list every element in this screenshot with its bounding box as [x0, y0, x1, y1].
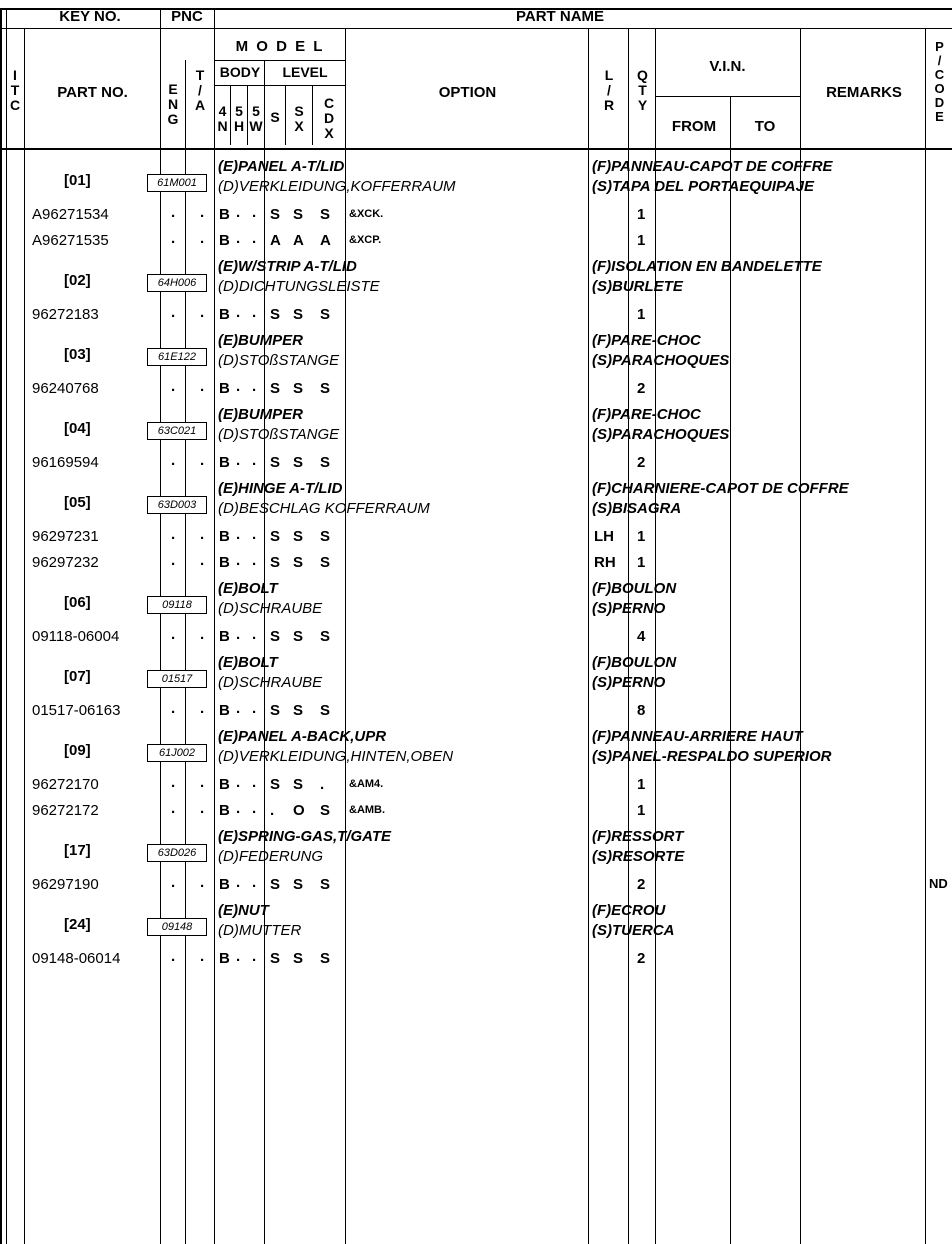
col-line-body-level [264, 60, 265, 1244]
body-dot: . [236, 874, 241, 891]
part-name-english: (E)BOLT [218, 654, 278, 671]
key-no: [04] [64, 420, 91, 437]
body-dot: . [252, 452, 257, 469]
option-code: &XCK. [349, 208, 384, 220]
pcode-header: P / C O D E [934, 39, 945, 124]
col-line-partno [160, 8, 161, 1244]
part-name-english: (E)BUMPER [218, 406, 303, 423]
level-cdx: A [320, 232, 331, 249]
body-code: B [219, 554, 230, 571]
eng-dot: . [171, 700, 176, 717]
part-name-header: PART NAME [515, 8, 605, 25]
ta-dot: . [200, 874, 205, 891]
header-bottom-border [0, 148, 952, 150]
part-name-spanish: (S)PERNO [592, 600, 666, 617]
eng-dot: . [171, 774, 176, 791]
ta-dot: . [200, 452, 205, 469]
part-number[interactable]: 01517-06163 [32, 702, 121, 719]
qty-value: 2 [637, 380, 646, 397]
eng-dot: . [171, 552, 176, 569]
level-s: S [270, 950, 281, 967]
body-dot: . [236, 700, 241, 717]
level-s: A [270, 232, 281, 249]
part-name-german: (D)STOßSTANGE [218, 352, 340, 369]
part-name-german: (D)MUTTER [218, 922, 302, 939]
qty-value: 2 [637, 876, 646, 893]
model-divider [214, 60, 345, 61]
ta-dot: . [200, 948, 205, 965]
level-cdx: S [320, 802, 331, 819]
eng-dot: . [171, 230, 176, 247]
ta-dot: . [200, 700, 205, 717]
part-name-spanish: (S)TUERCA [592, 922, 675, 939]
part-name-english: (E)PANEL A-T/LID [218, 158, 345, 175]
part-number[interactable]: 96297190 [32, 876, 99, 893]
qty-value: 1 [637, 802, 646, 819]
eng-dot: . [171, 304, 176, 321]
part-name-english: (E)SPRING-GAS,T/GATE [218, 828, 392, 845]
part-name-german: (D)VERKLEIDUNG,HINTEN,OBEN [218, 748, 454, 765]
eng-dot: . [171, 378, 176, 395]
key-no: [03] [64, 346, 91, 363]
body-dot: . [252, 700, 257, 717]
level-s: . [270, 802, 275, 819]
part-number[interactable]: 96169594 [32, 454, 99, 471]
part-name-french: (F)PANNEAU-ARRIERE HAUT [592, 728, 803, 745]
key-no: [06] [64, 594, 91, 611]
level-s: S [270, 554, 281, 571]
level-cdx: S [320, 554, 331, 571]
level-sx: S [293, 950, 304, 967]
lr-value: RH [594, 554, 616, 571]
body-col-5w: 5 W [249, 103, 263, 134]
body-dot: . [236, 230, 241, 247]
body-dot: . [252, 204, 257, 221]
level-sx: A [293, 232, 304, 249]
part-name-english: (E)NUT [218, 902, 269, 919]
body-header: BODY [219, 64, 261, 80]
ta-dot: . [200, 304, 205, 321]
pnc-code: 01517 [147, 670, 207, 688]
part-name-spanish: (S)BURLETE [592, 278, 683, 295]
qty-value: 1 [637, 206, 646, 223]
eng-dot: . [171, 948, 176, 965]
pcode-value: ND [929, 876, 948, 891]
body-dot: . [252, 526, 257, 543]
pnc-header: PNC [171, 8, 203, 25]
ta-header: T / A [194, 67, 206, 113]
qty-value: 1 [637, 306, 646, 323]
body-dot: . [236, 774, 241, 791]
body-dot: . [252, 948, 257, 965]
body-dot: . [252, 774, 257, 791]
level-col-cdx: C D X [323, 95, 335, 141]
col-line-vin-from [655, 28, 656, 1244]
pnc-code: 64H006 [147, 274, 207, 292]
level-sx: S [293, 306, 304, 323]
part-number[interactable]: 96240768 [32, 380, 99, 397]
qty-value: 1 [637, 528, 646, 545]
pnc-code: 63C021 [147, 422, 207, 440]
level-sx: S [293, 702, 304, 719]
title-row-divider [0, 28, 952, 29]
option-header: OPTION [438, 84, 497, 101]
part-name-english: (E)HINGE A-T/LID [218, 480, 343, 497]
part-number[interactable]: 96297231 [32, 528, 99, 545]
body-dot: . [236, 948, 241, 965]
col-line-eng [185, 60, 186, 1244]
part-name-spanish: (S)PARACHOQUES [592, 426, 730, 443]
vin-from-header: FROM [671, 118, 717, 135]
level-col-s: S [270, 109, 280, 125]
body-code: B [219, 876, 230, 893]
qty-value: 1 [637, 554, 646, 571]
key-no-header: KEY NO. [59, 8, 121, 25]
level-cdx: S [320, 876, 331, 893]
body-code: B [219, 232, 230, 249]
level-sx: S [293, 628, 304, 645]
part-name-french: (F)ISOLATION EN BANDELETTE [592, 258, 822, 275]
body-code: B [219, 702, 230, 719]
level-col-sx: S X [294, 103, 304, 134]
body-dot: . [236, 304, 241, 321]
qty-value: 4 [637, 628, 646, 645]
level-s: S [270, 876, 281, 893]
level-sx: S [293, 776, 304, 793]
part-name-german: (D)BESCHLAG KOFFERRAUM [218, 500, 430, 517]
level-cdx: S [320, 950, 331, 967]
col-line-model-left [214, 8, 215, 1244]
body-dot: . [236, 626, 241, 643]
body-dot: . [252, 626, 257, 643]
col-line-pcode [925, 28, 926, 1244]
eng-dot: . [171, 204, 176, 221]
part-name-spanish: (S)PARACHOQUES [592, 352, 730, 369]
key-no: [02] [64, 272, 91, 289]
level-s: S [270, 776, 281, 793]
level-header: LEVEL [282, 64, 328, 80]
level-sx: O [293, 802, 305, 819]
key-no: [24] [64, 916, 91, 933]
eng-dot: . [171, 800, 176, 817]
body-dot: . [252, 304, 257, 321]
col-line-qty [628, 28, 629, 1244]
level-sx: S [293, 554, 304, 571]
part-number[interactable]: A96271535 [32, 232, 109, 249]
body-dot: . [252, 230, 257, 247]
level-cdx: S [320, 306, 331, 323]
pnc-code: 09118 [147, 596, 207, 614]
level-s: S [270, 702, 281, 719]
ta-dot: . [200, 626, 205, 643]
qty-header: Q T Y [637, 67, 648, 113]
level-sx: S [293, 380, 304, 397]
left-inner-border [6, 8, 7, 1244]
part-name-spanish: (S)PERNO [592, 674, 666, 691]
level-s: S [270, 306, 281, 323]
vin-header: V.I.N. [709, 58, 746, 75]
part-name-spanish: (S)RESORTE [592, 848, 685, 865]
part-name-french: (F)RESSORT [592, 828, 684, 845]
part-name-german: (D)SCHRAUBE [218, 674, 323, 691]
level-cdx: S [320, 702, 331, 719]
body-dot: . [236, 800, 241, 817]
qty-value: 2 [637, 454, 646, 471]
pnc-code: 61E122 [147, 348, 207, 366]
pnc-code: 61M001 [147, 174, 207, 192]
part-number[interactable]: 96297232 [32, 554, 99, 571]
qty-value: 1 [637, 776, 646, 793]
body-dot: . [236, 552, 241, 569]
ta-dot: . [200, 526, 205, 543]
body-code: B [219, 802, 230, 819]
ta-dot: . [200, 774, 205, 791]
part-number[interactable]: A96271534 [32, 206, 109, 223]
level-sx: S [293, 876, 304, 893]
level-s: S [270, 454, 281, 471]
pnc-code: 63D003 [147, 496, 207, 514]
lr-header: L / R [603, 67, 615, 113]
body-code: B [219, 380, 230, 397]
part-name-english: (E)W/STRIP A-T/LID [218, 258, 357, 275]
key-no: [05] [64, 494, 91, 511]
part-name-german: (D)DICHTUNGSLEISTE [218, 278, 380, 295]
pnc-code: 61J002 [147, 744, 207, 762]
part-name-german: (D)FEDERUNG [218, 848, 323, 865]
eng-dot: . [171, 526, 176, 543]
body-dot: . [236, 526, 241, 543]
lr-value: LH [594, 528, 614, 545]
body-col-5h: 5 H [233, 103, 245, 134]
part-name-spanish: (S)TAPA DEL PORTAEQUIPAJE [592, 178, 814, 195]
part-number[interactable]: 96272170 [32, 776, 99, 793]
level-cdx: . [320, 776, 325, 793]
key-no: [09] [64, 742, 91, 759]
option-code: &AM4. [349, 778, 384, 790]
body-level-divider [214, 85, 345, 86]
body-dot: . [236, 378, 241, 395]
body-code: B [219, 950, 230, 967]
pnc-code: 09148 [147, 918, 207, 936]
option-code: &AMB. [349, 804, 386, 816]
vin-to-header: TO [754, 118, 776, 135]
part-name-german: (D)SCHRAUBE [218, 600, 323, 617]
body-dot: . [236, 204, 241, 221]
level-cdx: S [320, 454, 331, 471]
part-name-french: (F)BOULON [592, 654, 677, 671]
left-border [0, 8, 2, 1244]
body-code: B [219, 206, 230, 223]
part-name-french: (F)PANNEAU-CAPOT DE COFFRE [592, 158, 833, 175]
col-line-remarks [800, 28, 801, 1244]
vin-divider [655, 96, 800, 97]
part-name-german: (D)VERKLEIDUNG,KOFFERRAUM [218, 178, 456, 195]
ta-dot: . [200, 800, 205, 817]
ta-dot: . [200, 552, 205, 569]
col-line-lr [588, 28, 589, 1244]
part-name-german: (D)STOßSTANGE [218, 426, 340, 443]
ta-dot: . [200, 230, 205, 247]
ta-dot: . [200, 204, 205, 221]
part-name-spanish: (S)PANEL-RESPALDO SUPERIOR [592, 748, 832, 765]
part-number[interactable]: 09118-06004 [32, 628, 120, 645]
body-dot: . [252, 800, 257, 817]
body-dot: . [236, 452, 241, 469]
body-code: B [219, 628, 230, 645]
itc-header: I T C [9, 67, 21, 113]
part-number[interactable]: 96272172 [32, 802, 99, 819]
pnc-code: 63D026 [147, 844, 207, 862]
body-code: B [219, 454, 230, 471]
level-cdx: S [320, 206, 331, 223]
level-s: S [270, 628, 281, 645]
body-col-4n: 4 N [217, 103, 228, 134]
level-cdx: S [320, 628, 331, 645]
part-name-english: (E)PANEL A-BACK,UPR [218, 728, 387, 745]
part-name-english: (E)BOLT [218, 580, 278, 597]
eng-dot: . [171, 626, 176, 643]
body-code: B [219, 306, 230, 323]
key-no: [01] [64, 172, 91, 189]
part-name-french: (F)CHARNIERE-CAPOT DE COFFRE [592, 480, 849, 497]
part-name-spanish: (S)BISAGRA [592, 500, 682, 517]
qty-value: 2 [637, 950, 646, 967]
part-name-english: (E)BUMPER [218, 332, 303, 349]
remarks-header: REMARKS [826, 84, 902, 101]
option-code: &XCP. [349, 234, 382, 246]
part-name-french: (F)ECROU [592, 902, 666, 919]
body-dot: . [252, 874, 257, 891]
body-dot: . [252, 378, 257, 395]
level-s: S [270, 206, 281, 223]
part-number[interactable]: 09148-06014 [32, 950, 121, 967]
body-dot: . [252, 552, 257, 569]
level-s: S [270, 528, 281, 545]
eng-dot: . [171, 452, 176, 469]
qty-value: 1 [637, 232, 646, 249]
level-s: S [270, 380, 281, 397]
level-cdx: S [320, 380, 331, 397]
part-number[interactable]: 96272183 [32, 306, 99, 323]
key-no: [07] [64, 668, 91, 685]
col-line-itc [24, 28, 25, 1244]
body-code: B [219, 528, 230, 545]
level-sx: S [293, 206, 304, 223]
part-name-french: (F)BOULON [592, 580, 677, 597]
part-no-header: PART NO. [57, 84, 128, 101]
qty-value: 8 [637, 702, 646, 719]
eng-header: E N G [167, 81, 179, 127]
eng-dot: . [171, 874, 176, 891]
key-no: [17] [64, 842, 91, 859]
level-cdx: S [320, 528, 331, 545]
part-name-french: (F)PARE-CHOC [592, 332, 701, 349]
part-name-french: (F)PARE-CHOC [592, 406, 701, 423]
ta-dot: . [200, 378, 205, 395]
level-sx: S [293, 528, 304, 545]
col-line-option [345, 28, 346, 1244]
model-header: M O D E L [235, 38, 325, 55]
body-code: B [219, 776, 230, 793]
level-sx: S [293, 454, 304, 471]
